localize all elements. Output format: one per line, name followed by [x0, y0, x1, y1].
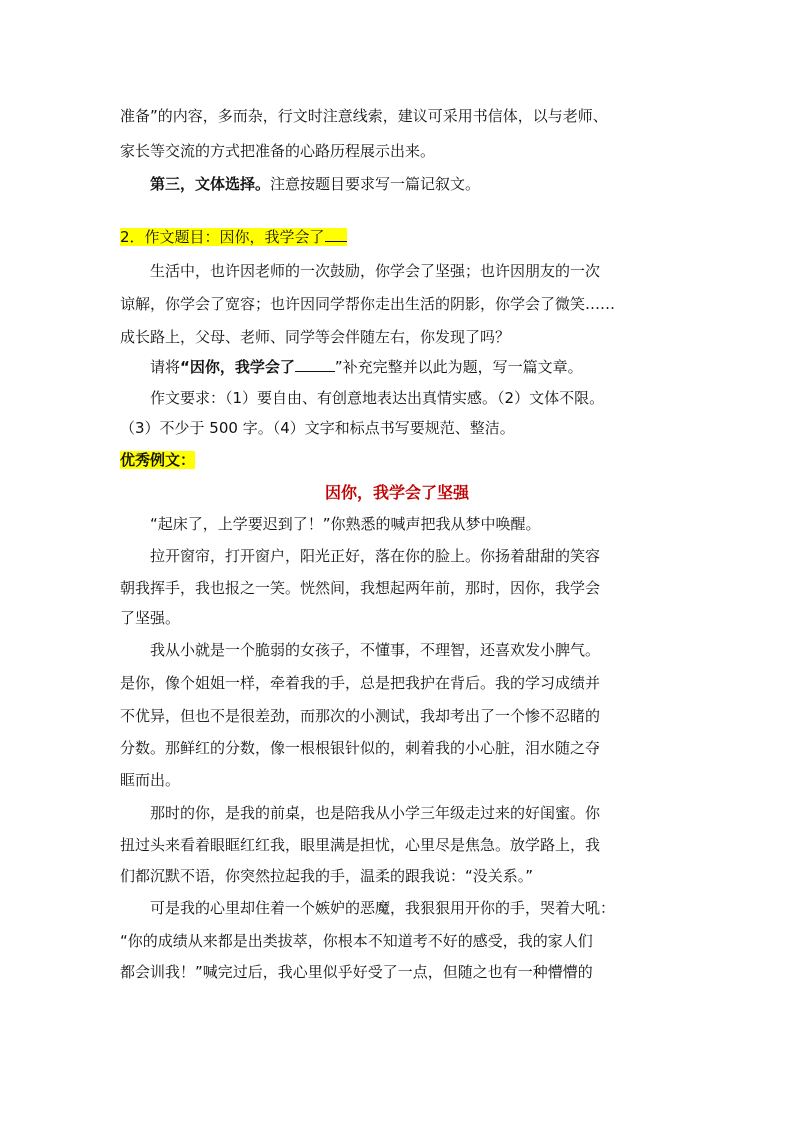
example-line: 我从小就是一个脆弱的女孩子，不懂事，不理智，还喜欢发小脾气。	[150, 641, 601, 659]
example-label-text: 优秀例文：	[120, 451, 196, 469]
intro-line-3-bold: 第三，文体选择。	[150, 175, 271, 193]
topic-para2-a: 请将	[150, 358, 181, 376]
example-line: 们都沉默不语，你突然拉起我的手，温柔的跟我说：“没关系。”	[120, 867, 534, 885]
example-line: 朝我挥手，我也报之一笑。恍然间，我想起两年前，那时，因你，我学会	[120, 579, 601, 597]
topic-para2-b: ”补充完整并以此为题，写一篇文章。	[334, 358, 583, 376]
requirements-line-2: （3）不少于 500 字。（4）文字和标点书写要规范、整洁。	[120, 419, 515, 437]
topic-para2	[150, 357, 680, 377]
example-title: 因你，我学会了坚强	[324, 483, 469, 502]
example-line: 了坚强。	[120, 609, 181, 627]
example-line: 是你，像个姐姐一样，牵着我的手，总是把我护在背后。我的学习成绩并	[120, 674, 601, 692]
topic-para1-line-1: 生活中，也许因老师的一次鼓励，你学会了坚强；也许因朋友的一次	[150, 262, 601, 280]
intro-line-1: 准备”的内容，多而杂，行文时注意线索，建议可采用书信体，以与老师、	[120, 107, 608, 125]
intro-line-2: 家长等交流的方式把准备的心路历程展示出来。	[120, 142, 436, 160]
example-line: 都会训我！”喊完过后，我心里似乎好受了一点，但随之也有一种懵懵的	[120, 963, 593, 981]
topic-para2-bold: “因你，我学会了	[180, 358, 335, 376]
example-line: “起床了，上学要迟到了！”你熟悉的喊声把我从梦中唤醒。	[150, 515, 541, 533]
intro-line-3	[150, 174, 680, 194]
example-line: 拉开窗帘，打开窗户，阳光正好，落在你的脸上。你扬着甜甜的笑容	[150, 547, 601, 565]
topic-para1-line-3: 成长路上，父母、老师、同学等会伴随左右，你发现了吗？	[120, 328, 511, 346]
intro-line-3-rest: 注意按题目要求写一篇记叙文。	[270, 175, 481, 193]
example-line: 可是我的心里却住着一个嫉妒的恶魔，我狠狠用开你的手，哭着大吼：	[150, 899, 616, 917]
topic-heading	[120, 227, 680, 247]
topic-blank	[325, 227, 347, 242]
topic-para1-line-2: 谅解，你学会了宽容；也许因同学帮你走出生活的阴影，你学会了微笑……	[120, 295, 616, 313]
example-line: 眶而出。	[120, 771, 181, 789]
example-line: “你的成绩从来都是出类拔萃，你根本不知道考不好的感受，我的家人们	[120, 932, 593, 950]
example-line: 不优异，但也不是很差劲，而那次的小测试，我却考出了一个惨不忍睹的	[120, 707, 601, 725]
example-label	[120, 450, 680, 470]
example-line: 分数。那鲜红的分数，像一根根银针似的，刺着我的小心脏，泪水随之夺	[120, 739, 601, 757]
topic-heading-text: 2．作文题目：因你，我学会了	[120, 228, 347, 246]
example-line: 扭过头来看着眼眶红红我，眼里满是担忧，心里尽是焦急。放学路上，我	[120, 836, 601, 854]
requirements-line-1: 作文要求：（1）要自由、有创意地表达出真情实感。（2）文体不限。	[150, 389, 605, 407]
example-line: 那时的你，是我的前桌，也是陪我从小学三年级走过来的好闺蜜。你	[150, 804, 601, 822]
